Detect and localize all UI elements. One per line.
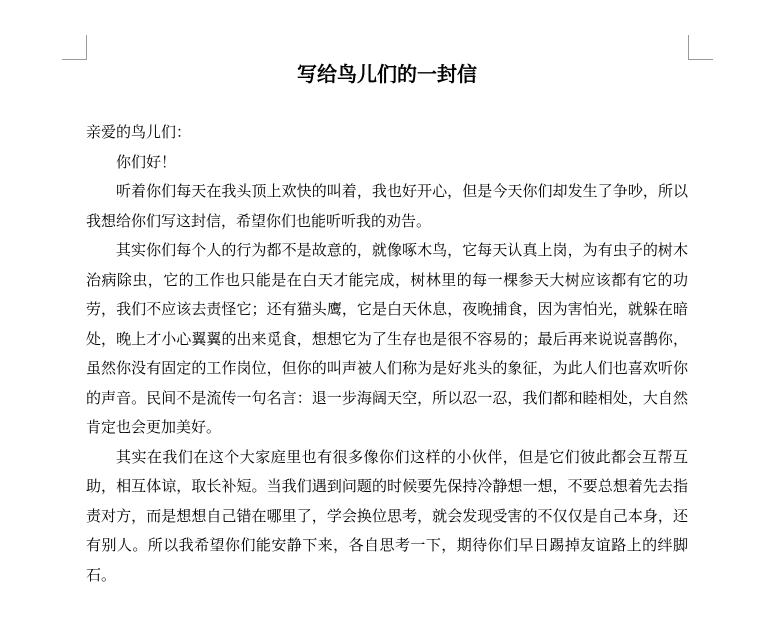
salutation: 亲爱的鸟儿们： <box>86 123 192 141</box>
paragraph-3: 其实在我们在这个大家庭里也有很多像你们这样的小伙伴，但是它们彼此都会互帮互助，相互体谅，取长补短。当我们遇到问题的时候要先保持冷静想一想，不要总想着先去指责对方，而是想想自己错在哪里了，学会换位思考，就会发现受害的不仅仅是自己本身，还有别人。所以我希望你们能安静下来，各自思考一下，期待你们早日踢掉友谊路上的绊脚石。 <box>86 447 688 584</box>
margin-corner-mark-top-left <box>62 35 87 60</box>
greeting: 你们好！ <box>116 152 177 171</box>
document-title: 写给鸟儿们的一封信 <box>297 62 477 86</box>
paragraph-2: 其实你们每个人的行为都不是故意的，就像啄木鸟，它每天认真上岗，为有虫子的树木治病除虫，它的工作也只能是在白天才能完成，树林里的每一棵参天大树应该都有它的功劳，我们不应该去责怪它；还有猫头鹰，它是白天休息，夜晚捕食，因为害怕光，就躲在暗处，晚上才小心翼翼的出来觅食，想想它为了生存也是很不容易的；最后再来说说喜鹊你，虽然你没有固定的工作岗位，但你的叫声被人们称为是好兆头的象征，为此人们也喜欢听你的声音。民间不是流传一句名言：退一步海阔天空，所以忍一忍，我们都和睦相处，大自然肯定也会更加美好。 <box>86 241 688 436</box>
paragraph-1: 听着你们每天在我头顶上欢快的叫着，我也好开心，但是今天你们却发生了争吵，所以我想给你们写这封信，希望你们也能听听我的劝告。 <box>86 182 688 230</box>
margin-corner-mark-top-right <box>688 35 713 60</box>
document-body[interactable] <box>86 118 688 590</box>
